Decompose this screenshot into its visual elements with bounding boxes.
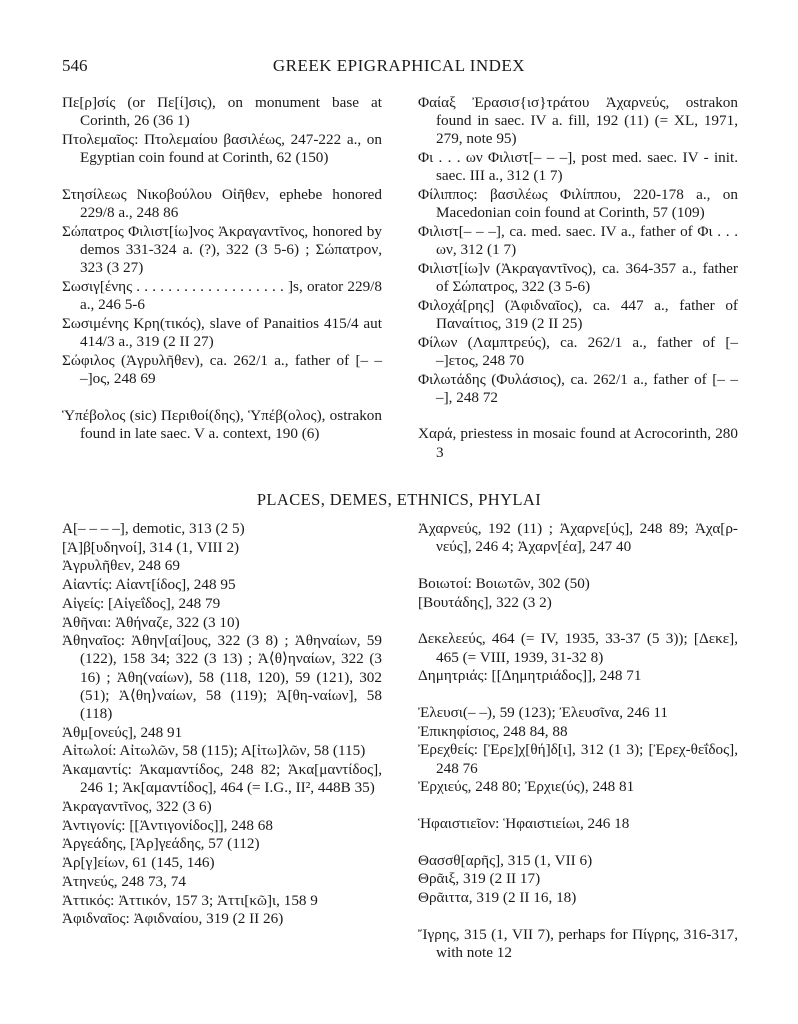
index-entry: [Βουτάδης], 322 (3 2)	[418, 593, 552, 611]
entry-gap	[418, 834, 738, 852]
index-entry: Σώπατρος Φιλιστ[ίω]νος Ἀκραγαντῖνος, honored by demos 331-324 a. (?), 322 (3 5-6) ; Σώπατρον, 323 (3 27)	[62, 222, 382, 277]
index-entry: [Ἀ]β[υδηνοί], 314 (1, VIII 2)	[62, 538, 240, 556]
index-entry: Θρᾶιττα, 319 (2 II 16, 18)	[418, 889, 577, 907]
index-entry: Πτολεμαῖος: Πτολεμαίου βασιλέως, 247-222 a., on Egyptian coin found at Corinth, 62 (150)	[62, 130, 382, 167]
index-entry: Ὑπέβολος (sic) Περιθοί(δης), Ὑπέβ(ολος), ostrakon found in late saec. V a. context, 190 (6)	[62, 406, 382, 442]
index-entry: Ἀττικός: Ἀττικόν, 157 3; Ἀττι[κῶ]ι, 158 9	[62, 891, 318, 909]
right-column-bottom	[418, 520, 738, 963]
index-entry: Σωσιγ[ένης . . . . . . . . . . . . . . . . . . . ]s, orator 229/8 a., 246 5-6	[62, 277, 382, 314]
index-entry: Χαρά, priestess in mosaic found at Acrocorinth, 280 3	[418, 425, 738, 461]
index-entry: Ἀχαρνεύς, 192 (11) ; Ἀχαρνε[ύς], 248 89; Ἀχα[ρ-νεύς], 246 4; Ἀχαρν[έα], 247 40	[418, 520, 738, 556]
left-column-top	[62, 94, 382, 443]
index-entry: Ἀκαμαντίς: Ἀκαμαντίδος, 248 82; Ἀκα[μαντίδος], 246 1; Ἀκ[αμαντίδος], 464 (= I.G., II², 448B 35)	[62, 761, 382, 797]
index-entry: Βοιωτοί: Βοιωτῶν, 302 (50)	[418, 574, 590, 592]
index-entry: Αἰτωλοί: Αἰτωλῶν, 58 (115); Α[ἰτω]λῶν, 58 (115)	[62, 742, 366, 760]
index-entry: Φιλιστ[– – –], ca. med. saec. IV a., father of Φι . . . ων, 312 (1 7)	[418, 222, 738, 259]
index-entry: Ἐρχιεύς, 248 80; Ἐρχιε(ύς), 248 81	[418, 778, 635, 796]
right-column-top	[418, 94, 738, 462]
index-entry: Φιλιστ[ίω]ν (Ἀκραγαντῖνος), ca. 364-357 a., father of Σώπατρος, 322 (3 5-6)	[418, 259, 738, 296]
index-entry: Πε[ρ]σίς (or Πε[ί]σις), on monument base at Corinth, 26 (36 1)	[62, 94, 382, 130]
index-entry: Ἐρεχθείς: [Ἐρε]χ[θή]δ[ι], 312 (1 3); [Ἐρεχ-θεΐδος], 248 76	[418, 741, 738, 777]
index-entry: Φαίαξ Ἐρασισ{ισ}τράτου Ἀχαρνεύς, ostrakon found in saec. IV a. fill, 192 (11) (= XL, 1971, 279, note 95)	[418, 94, 738, 148]
index-entry: Ἐπικηφίσιος, 248 84, 88	[418, 722, 568, 740]
entry-gap	[418, 407, 738, 425]
index-entry: Ἀκραγαντῖνος, 322 (3 6)	[62, 798, 212, 816]
entry-gap	[418, 612, 738, 630]
index-entry: Στησίλεως Νικοβούλου Οἰῆθεν, ephebe honored 229/8 a., 248 86	[62, 185, 382, 222]
index-entry: Ἀγρυλῆθεν, 248 69	[62, 557, 180, 575]
section-heading: PLACES, DEMES, ETHNICS, PHYLAI	[256, 490, 542, 509]
page-header	[62, 56, 736, 80]
index-entry: Φίλιππος: βασιλέως Φιλίππου, 220-178 a., on Macedonian coin found at Corinth, 57 (109)	[418, 186, 738, 222]
index-entry: Δεκελεεύς, 464 (= IV, 1935, 33-37 (5 3)); [Δεκε], 465 (= VIII, 1939, 31-32 8)	[418, 630, 738, 666]
index-entry: Ἀρ[γ]είων, 61 (145, 146)	[62, 854, 215, 872]
index-entry: Σωσιμένης Κρη(τικός), slave of Panaitios 415/4 aut 414/3 a., 319 (2 II 27)	[62, 314, 382, 350]
entry-gap	[62, 168, 382, 186]
left-column-bottom	[62, 520, 382, 929]
index-entry: Ἀφιδναῖος: Ἀφιδναίου, 319 (2 II 26)	[62, 910, 284, 928]
index-entry: Ἀργεάδης, [Ἀρ]γεάδης, 57 (112)	[62, 835, 260, 853]
page-number: 546	[62, 56, 88, 75]
entry-gap	[62, 389, 382, 407]
index-entry: Ἀτηνεύς, 248 73, 74	[62, 872, 186, 890]
index-entry: Θρᾶιξ, 319 (2 II 17)	[418, 870, 541, 888]
index-entry: Φιλοχά[ρης] (Ἀφιδναῖος), ca. 447 a., father of Παναίτιος, 319 (2 II 25)	[418, 296, 738, 332]
index-entry: Φι . . . ων Φιλιστ[– – –], post med. saec. IV - init. saec. III a., 312 (1 7)	[418, 149, 738, 185]
index-entry: Φίλων (Λαμπτρεύς), ca. 262/1 a., father of [– –]ετος, 248 70	[418, 333, 738, 369]
entry-gap	[418, 797, 738, 815]
index-entry: Αἰαντίς: Αἰαντ[ίδος], 248 95	[62, 576, 236, 594]
entry-gap	[418, 686, 738, 704]
running-head: GREEK EPIGRAPHICAL INDEX	[272, 56, 526, 75]
index-entry: Δημητριάς: [[Δημητριάδος]], 248 71	[418, 667, 642, 685]
index-entry: Ἴγρης, 315 (1, VII 7), perhaps for Πίγρης, 316-317, with note 12	[418, 925, 738, 961]
index-entry: Ἀθμ[ονεύς], 248 91	[62, 723, 183, 741]
index-entry: Σώφιλος (Ἀγρυλῆθεν), ca. 262/1 a., father of [– – –]ος, 248 69	[62, 351, 382, 387]
index-entry: Αἰγείς: [Αἰγεΐδος], 248 79	[62, 594, 221, 612]
index-entry: Ἡφαιστιεῖον: Ἡφαιστιείωι, 246 18	[418, 814, 630, 832]
index-entry: Ἐλευσι(– –), 59 (123); Ἐλευσῖνα, 246 11	[418, 703, 669, 721]
index-entry: Ἀθῆναι: Ἀθήναζε, 322 (3 10)	[62, 613, 240, 631]
index-entry: Φιλωτάδης (Φυλάσιος), ca. 262/1 a., father of [– – –], 248 72	[418, 370, 738, 406]
index-entry: Α[– – – –], demotic, 313 (2 5)	[62, 520, 245, 537]
entry-gap	[418, 908, 738, 926]
index-entry: Ἀντιγονίς: [[Ἀντιγονίδος]], 248 68	[62, 816, 273, 834]
entry-gap	[418, 557, 738, 575]
index-entry: Ἀθηναῖος: Ἀθην[αί]ους, 322 (3 8) ; Ἀθηναίων, 59 (122), 158 34; 322 (3 13) ; Ἀ⟨θ⟩ηναίων, 322 (3 16) ; Ἀθη(ναίων), 58 (118, 120), 59 (121), 302 (51); Ἀ⟨θη⟩ναίων, 58 (119); Ἀ[θη-ναίων], 58 (118)	[62, 632, 382, 723]
index-entry: Θασσθ[αρῆς], 315 (1, VII 6)	[418, 851, 593, 869]
